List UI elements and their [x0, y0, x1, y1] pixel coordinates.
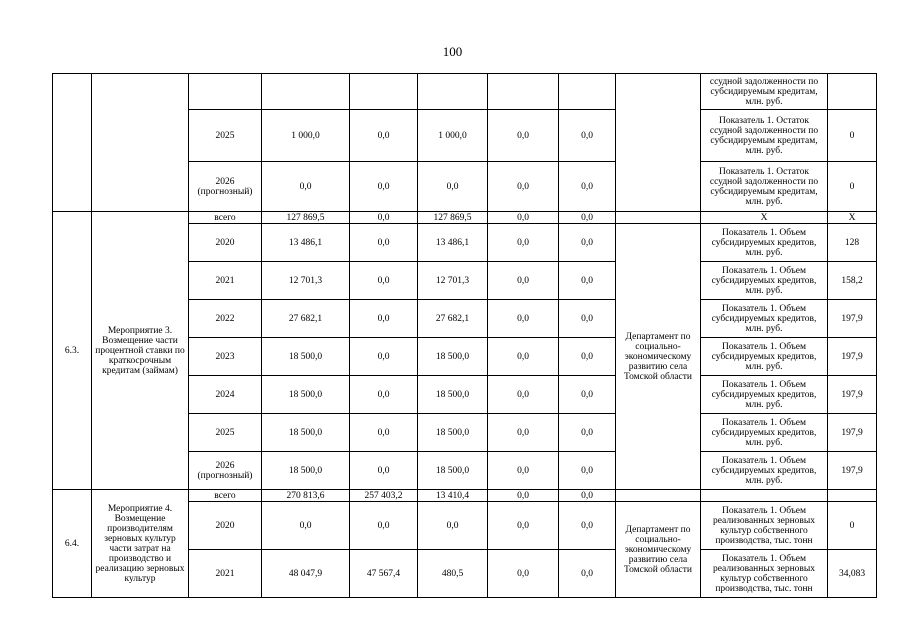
measure-name: Мероприятие 3. Возмещение части процентной ставки по краткосрочным кредитам (займам) [92, 212, 189, 490]
amount-cell: 0,0 [559, 110, 616, 162]
amount-cell: 0,0 [488, 452, 559, 490]
indicator-value-cell: 197,9 [828, 376, 877, 414]
amount-cell: 127 869,5 [262, 212, 350, 224]
indicator-cell: Показатель 1. Остаток ссудной задолженности по субсидируемым кредитам, млн. руб. [701, 162, 828, 212]
indicator-cell: Показатель 1. Объем субсидируемых кредитов, млн. руб. [701, 376, 828, 414]
year-cell: всего [189, 490, 262, 502]
indicator-cell: Показатель 1. Остаток ссудной задолженности по субсидируемым кредитам, млн. руб. [701, 110, 828, 162]
year-cell: 2021 [189, 262, 262, 300]
indicator-value-cell: 197,9 [828, 300, 877, 338]
indicator-cell: Показатель 1. Объем субсидируемых кредитов, млн. руб. [701, 414, 828, 452]
amount-cell: 0,0 [559, 162, 616, 212]
amount-cell: 480,5 [418, 550, 488, 598]
amount-cell: 0,0 [488, 502, 559, 550]
indicator-value-cell: 34,083 [828, 550, 877, 598]
table-row [53, 490, 877, 502]
amount-cell: 0,0 [559, 262, 616, 300]
amount-cell: 27 682,1 [262, 300, 350, 338]
amount-cell: 0,0 [559, 502, 616, 550]
program-table [52, 73, 877, 598]
amount-cell: 0,0 [559, 452, 616, 490]
amount-cell: 0,0 [350, 502, 418, 550]
amount-cell: 257 403,2 [350, 490, 418, 502]
year-cell: 2020 [189, 224, 262, 262]
indicator-value-cell: 158,2 [828, 262, 877, 300]
responsible-department: Департамент по социально-экономическому развитию села Томской области [616, 502, 701, 598]
amount-cell: 0,0 [350, 300, 418, 338]
indicator-value-cell: 128 [828, 224, 877, 262]
indicator-cell: Показатель 1. Объем субсидируемых кредитов, млн. руб. [701, 338, 828, 376]
amount-cell [262, 74, 350, 110]
amount-cell: 0,0 [418, 162, 488, 212]
indicator-value-cell: Х [828, 212, 877, 224]
dept-cell [616, 212, 701, 224]
amount-cell: 0,0 [488, 212, 559, 224]
amount-cell: 12 701,3 [262, 262, 350, 300]
indicator-value-cell: 197,9 [828, 452, 877, 490]
amount-cell: 0,0 [262, 162, 350, 212]
year-cell: 2026 (прогнозный) [189, 162, 262, 212]
year-cell: 2023 [189, 338, 262, 376]
amount-cell: 18 500,0 [262, 452, 350, 490]
indicator-value-cell [828, 74, 877, 110]
amount-cell: 18 500,0 [418, 414, 488, 452]
indicator-value-cell: 0 [828, 110, 877, 162]
indicator-value-cell: 0 [828, 502, 877, 550]
year-cell: 2025 [189, 414, 262, 452]
year-cell [189, 74, 262, 110]
indicator-cell: ссудной задолженности по субсидируемым кредитам, млн. руб. [701, 74, 828, 110]
amount-cell: 0,0 [350, 414, 418, 452]
year-cell: 2026 (прогнозный) [189, 452, 262, 490]
amount-cell: 0,0 [350, 376, 418, 414]
amount-cell: 0,0 [559, 550, 616, 598]
amount-cell: 0,0 [488, 338, 559, 376]
table-row [53, 212, 877, 224]
amount-cell: 0,0 [559, 300, 616, 338]
amount-cell: 27 682,1 [418, 300, 488, 338]
year-cell: 2022 [189, 300, 262, 338]
measure-name: Мероприятие 4. Возмещение производителям зерновых культур части затрат на производство и реализацию зерновых культур [92, 490, 189, 598]
amount-cell: 0,0 [488, 550, 559, 598]
amount-cell: 0,0 [488, 300, 559, 338]
year-cell: 2020 [189, 502, 262, 550]
amount-cell: 0,0 [559, 414, 616, 452]
measure-number: 6.3. [53, 212, 92, 490]
amount-cell: 0,0 [559, 338, 616, 376]
amount-cell: 0,0 [350, 110, 418, 162]
year-cell: 2024 [189, 376, 262, 414]
dept-cell [616, 490, 701, 502]
indicator-value-cell: 197,9 [828, 338, 877, 376]
year-cell: 2021 [189, 550, 262, 598]
responsible-department: Департамент по социально-экономическому развитию села Томской области [616, 224, 701, 490]
amount-cell: 0,0 [488, 224, 559, 262]
num-cell [53, 74, 92, 212]
amount-cell [559, 74, 616, 110]
amount-cell: 0,0 [350, 452, 418, 490]
amount-cell: 0,0 [488, 376, 559, 414]
indicator-cell: Показатель 1. Объем реализованных зерновых культур собственного производства, тыс. тонн [701, 550, 828, 598]
amount-cell: 127 869,5 [418, 212, 488, 224]
measure-name-cell [92, 74, 189, 212]
amount-cell: 18 500,0 [262, 338, 350, 376]
indicator-cell: Показатель 1. Объем субсидируемых кредитов, млн. руб. [701, 300, 828, 338]
measure-number: 6.4. [53, 490, 92, 598]
amount-cell: 48 047,9 [262, 550, 350, 598]
amount-cell: 0,0 [488, 414, 559, 452]
amount-cell: 18 500,0 [418, 338, 488, 376]
table-row [53, 74, 877, 110]
amount-cell: 18 500,0 [418, 376, 488, 414]
amount-cell: 0,0 [350, 212, 418, 224]
amount-cell: 0,0 [350, 162, 418, 212]
amount-cell: 0,0 [350, 262, 418, 300]
amount-cell [418, 74, 488, 110]
amount-cell [488, 74, 559, 110]
amount-cell: 12 701,3 [418, 262, 488, 300]
amount-cell: 1 000,0 [418, 110, 488, 162]
amount-cell: 18 500,0 [262, 414, 350, 452]
amount-cell: 47 567,4 [350, 550, 418, 598]
indicator-value-cell: 197,9 [828, 414, 877, 452]
amount-cell: 13 486,1 [262, 224, 350, 262]
year-cell: 2025 [189, 110, 262, 162]
amount-cell: 0,0 [488, 110, 559, 162]
amount-cell: 0,0 [559, 224, 616, 262]
amount-cell: 0,0 [559, 376, 616, 414]
indicator-cell: Показатель 1. Объем субсидируемых кредитов, млн. руб. [701, 262, 828, 300]
indicator-cell: Показатель 1. Объем субсидируемых кредитов, млн. руб. [701, 452, 828, 490]
amount-cell: 13 410,4 [418, 490, 488, 502]
page-number: 100 [442, 44, 463, 59]
amount-cell: 18 500,0 [418, 452, 488, 490]
amount-cell: 0,0 [488, 262, 559, 300]
indicator-cell: Х [701, 212, 828, 224]
amount-cell: 0,0 [350, 224, 418, 262]
amount-cell [350, 74, 418, 110]
amount-cell: 0,0 [262, 502, 350, 550]
indicator-cell: Показатель 1. Объем реализованных зерновых культур собственного производства, тыс. тонн [701, 502, 828, 550]
amount-cell: 0,0 [559, 212, 616, 224]
amount-cell: 0,0 [350, 338, 418, 376]
indicator-cell: Показатель 1. Объем субсидируемых кредитов, млн. руб. [701, 224, 828, 262]
amount-cell: 18 500,0 [262, 376, 350, 414]
amount-cell: 1 000,0 [262, 110, 350, 162]
indicator-cell [701, 490, 828, 502]
indicator-value-cell [828, 490, 877, 502]
indicator-value-cell: 0 [828, 162, 877, 212]
amount-cell: 0,0 [488, 162, 559, 212]
amount-cell: 270 813,6 [262, 490, 350, 502]
amount-cell: 0,0 [559, 490, 616, 502]
amount-cell: 0,0 [418, 502, 488, 550]
amount-cell: 0,0 [488, 490, 559, 502]
year-cell: всего [189, 212, 262, 224]
dept-cell [616, 74, 701, 212]
amount-cell: 13 486,1 [418, 224, 488, 262]
